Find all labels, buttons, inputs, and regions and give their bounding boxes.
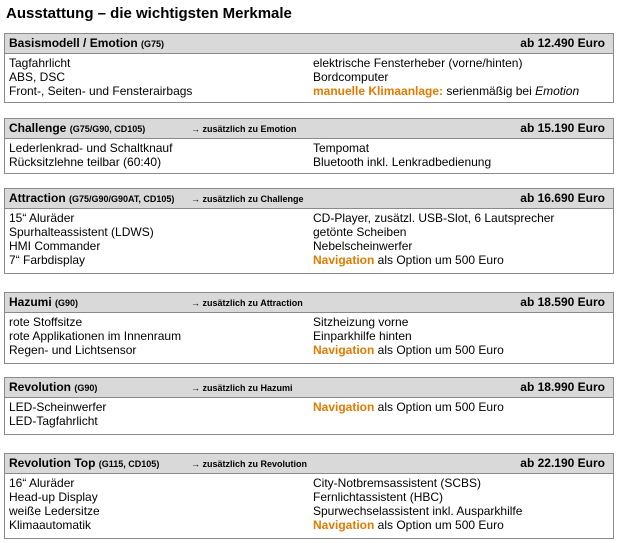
feature-item: Rücksitzlehne teilbar (60:40) [9,155,162,169]
section-header [5,34,613,54]
model-name [9,191,174,205]
highlight-feature: Navigation [313,253,375,267]
feature-item [313,490,522,504]
feature-list [5,398,613,428]
feature-item [313,343,504,357]
feature-item: Front-, Seiten- und Fensterairbags [9,84,193,98]
section-header [5,189,613,209]
feature-text: Nebelscheinwerfer [313,239,413,253]
model-name-text: Attraction [9,191,66,205]
addition-note-text: zusätzlich zu Hazumi [202,383,293,393]
model-code: (G75/G90/G90AT, CD105) [69,194,175,204]
model-name [9,380,97,394]
feature-item: LED-Tagfahrlicht [9,414,98,428]
feature-text: serienmäßig bei [443,84,536,98]
feature-item: weiße Ledersitze [9,504,100,518]
model-price: ab 18.990 Euro [520,380,605,394]
section-header [5,119,613,139]
feature-item: 15“ Aluräder [9,211,75,225]
model-code: (G75) [141,39,165,49]
highlight-feature: manuelle Klimaanlage: [313,84,444,98]
feature-item [313,253,554,267]
model-code: (G115, CD105) [98,459,160,469]
model-name-text: Revolution [9,380,71,394]
model-code: (G75/G90, CD105) [69,124,146,134]
feature-item: Head-up Display [9,490,98,504]
feature-item: ABS, DSC [9,70,66,84]
model-price: ab 16.690 Euro [520,191,605,205]
feature-column-left [9,476,100,532]
feature-item [313,476,522,490]
feature-text: Tempomat [313,141,370,155]
addition-note-text: zusätzlich zu Revolution [202,459,308,469]
feature-item: rote Stoffsitze [9,315,83,329]
addition-note-text: zusätzlich zu Emotion [202,124,297,134]
feature-column-left [9,315,181,357]
feature-item: Klimaautomatik [9,518,92,532]
section-header [5,454,613,474]
feature-italic: Emotion [535,84,580,98]
feature-text: als Option um 500 Euro [374,343,504,357]
addition-note [191,194,304,204]
feature-text: CD-Player, zusätzl. USB-Slot, 6 Lautsprecher [313,211,555,225]
feature-item [313,70,579,84]
highlight-feature: Navigation [313,343,375,357]
feature-column-right [313,56,579,98]
feature-item: 16“ Aluräder [9,476,75,490]
feature-item: 7“ Farbdisplay [9,253,86,267]
model-price: ab 22.190 Euro [520,456,605,470]
section-2 [4,118,614,174]
feature-text: getönte Scheiben [313,225,407,239]
model-name-text: Revolution Top [9,456,96,470]
feature-column-left [9,56,192,98]
addition-note [191,459,307,469]
feature-list [5,54,613,98]
feature-text: als Option um 500 Euro [374,518,504,532]
feature-text: als Option um 500 Euro [374,400,504,414]
model-name-text: Hazumi [9,295,52,309]
model-price: ab 12.490 Euro [520,36,605,50]
addition-note [191,383,293,393]
highlight-feature: Navigation [313,518,375,532]
feature-list [5,139,613,169]
model-price: ab 15.190 Euro [520,121,605,135]
feature-item [313,518,522,532]
model-price: ab 18.590 Euro [520,295,605,309]
feature-column-right [313,315,504,357]
feature-item: Tagfahrlicht [9,56,71,70]
feature-item: Lederlenkrad- und Schaltknauf [9,141,173,155]
addition-note-text: zusätzlich zu Challenge [202,194,304,204]
section-1 [4,33,614,103]
feature-list [5,209,613,267]
feature-text: Spurwechselassistent inkl. Ausparkhilfe [313,504,523,518]
arrow-icon: → [191,298,200,308]
feature-item [313,400,504,414]
page-title: Ausstattung – die wichtigsten Merkmale [6,5,292,22]
feature-item [313,211,554,225]
feature-column-right [313,141,491,169]
section-4 [4,292,614,364]
section-header [5,378,613,398]
feature-column-left [9,211,154,267]
arrow-icon: → [191,459,200,469]
arrow-icon: → [191,194,200,204]
model-name [9,295,78,309]
feature-text: Bordcomputer [313,70,389,84]
feature-column-right [313,476,522,532]
feature-item [313,315,504,329]
feature-item: Regen- und Lichtsensor [9,343,137,357]
highlight-feature: Navigation [313,400,375,414]
arrow-icon: → [191,383,200,393]
addition-note [191,124,297,134]
arrow-icon: → [191,124,200,134]
feature-column-right [313,400,504,414]
feature-text: Einparkhilfe hinten [313,329,412,343]
feature-text: Sitzheizung vorne [313,315,409,329]
section-6 [4,453,614,539]
model-name [9,36,164,50]
feature-item: HMI Commander [9,239,101,253]
feature-item [313,84,579,98]
addition-note [191,298,303,308]
feature-item: LED-Scheinwerfer [9,400,107,414]
feature-item: Spurhalteassistent (LDWS) [9,225,154,239]
feature-list [5,313,613,357]
model-name-text: Basismodell / Emotion [9,36,138,50]
feature-text: als Option um 500 Euro [374,253,504,267]
feature-text: elektrische Fensterheber (vorne/hinten) [313,56,523,70]
model-code: (G90) [55,298,79,308]
feature-list [5,474,613,532]
feature-column-right [313,211,554,267]
model-name-text: Challenge [9,121,67,135]
feature-item [313,56,579,70]
feature-item [313,329,504,343]
section-5 [4,377,614,435]
model-name [9,121,145,135]
section-3 [4,188,614,274]
model-code: (G90) [74,383,98,393]
addition-note-text: zusätzlich zu Attraction [202,298,303,308]
feature-column-left [9,400,106,428]
feature-item [313,141,491,155]
feature-item [313,239,554,253]
feature-item: rote Applikationen im Innenraum [9,329,182,343]
feature-text: City-Notbremsassistent (SCBS) [313,476,482,490]
feature-column-left [9,141,172,169]
feature-text: Fernlichtassistent (HBC) [313,490,444,504]
feature-item [313,155,491,169]
section-header [5,293,613,313]
feature-item [313,225,554,239]
feature-text: Bluetooth inkl. Lenkradbedienung [313,155,492,169]
model-name [9,456,159,470]
feature-item [313,504,522,518]
